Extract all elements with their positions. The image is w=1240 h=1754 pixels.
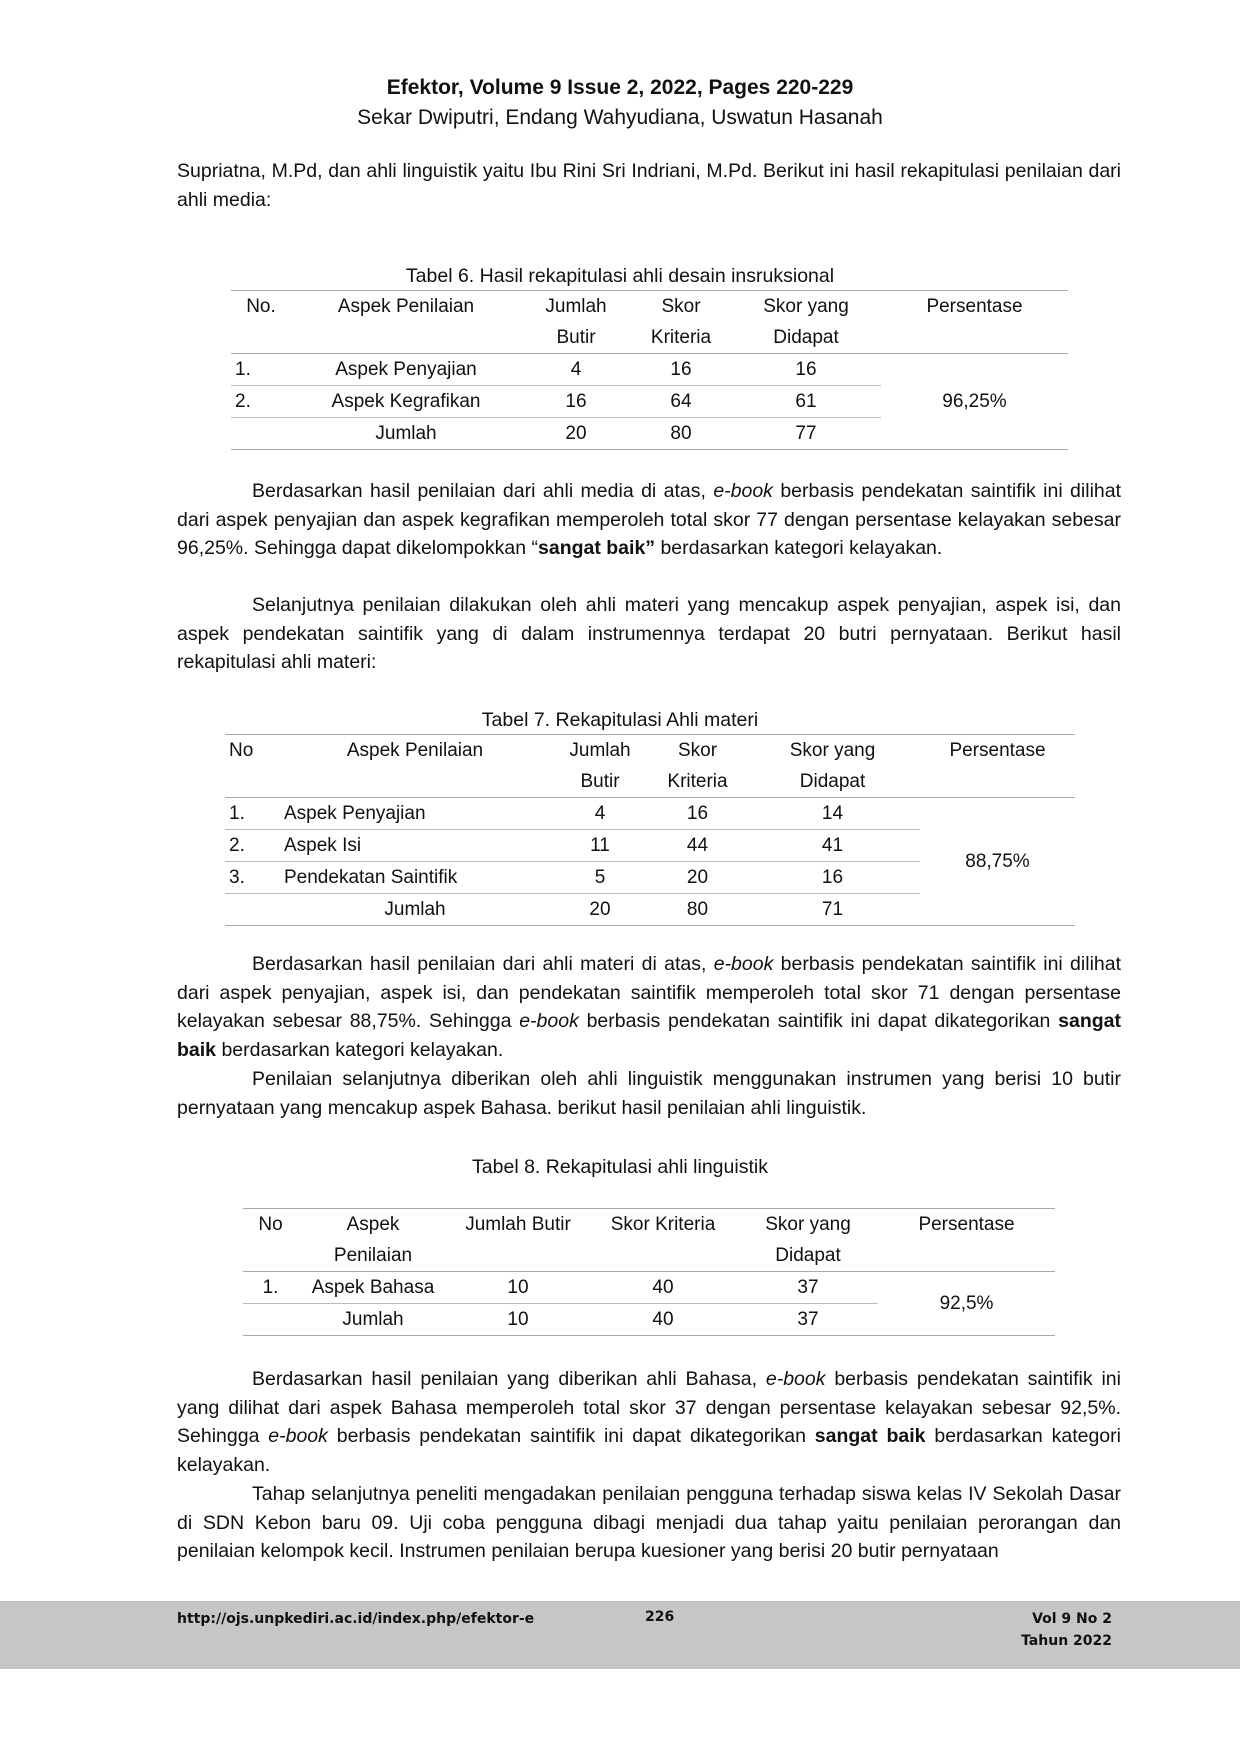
table8-total-didapat: 37 [738,1304,878,1336]
table7-cell-no: 1. [225,798,280,830]
table8-persentase: 92,5% [878,1272,1055,1336]
table6-header-butir: Butir [521,322,631,354]
page-footer [0,1601,1240,1669]
table8-cell-no: 1. [243,1272,298,1304]
table6-total-butir: 20 [521,418,631,450]
table6-cell-no: 2. [231,386,291,418]
table8 [243,1208,1055,1336]
text-span: berbasis pendekatan saintifik ini dapat dikategorikan [327,1425,815,1447]
table6-total-didapat: 77 [731,418,881,450]
journal-title: Efektor, Volume 9 Issue 2, 2022, Pages 220-229 [386,76,854,99]
table8-header-jumlah: Jumlah Butir [448,1209,588,1241]
table6-header-aspek: Aspek Penilaian [291,291,521,323]
table8-header-row-2 [243,1240,1055,1272]
table6-header-didapat: Skor yang [731,291,881,323]
table6-cell-didapat: 16 [731,354,881,386]
table7-total-butir: 20 [550,894,650,926]
paragraph-6 [177,1365,1121,1479]
table6-cell-no: 1. [231,354,291,386]
table6-cell-kriteria: 64 [631,386,731,418]
table-row [231,354,1068,386]
italic-term: e-book [519,1010,579,1032]
volume-info: Vol 9 No 2 [1032,1611,1112,1627]
italic-term: e-book [268,1425,328,1447]
table7-cell-kriteria: 44 [650,830,745,862]
table8-cell-kriteria: 40 [588,1272,738,1304]
italic-term: e-book [713,953,774,975]
table8-caption: Tabel 8. Rekapitulasi ahli linguistik [472,1156,768,1178]
italic-term: e-book [765,1368,826,1390]
journal-url[interactable]: http://ojs.unpkediri.ac.id/index.php/efektor-e [177,1611,535,1627]
bold-term: sangat baik” [538,537,656,559]
table7-cell-butir: 11 [550,830,650,862]
table7-cell-kriteria: 20 [650,862,745,894]
table8-total-label: Jumlah [298,1304,448,1336]
table7-header-didapat-2: Didapat [745,766,920,798]
table7-cell-aspek: Aspek Penyajian [280,798,550,830]
table6-total-kriteria: 80 [631,418,731,450]
table7-caption: Tabel 7. Rekapitulasi Ahli materi [481,709,759,731]
table6-header-kriteria: Kriteria [631,322,731,354]
table7-header-no: No [225,735,280,767]
paragraph-3: Selanjutnya penilaian dilakukan oleh ahli materi yang mencakup aspek penyajian, aspek isi, dan aspek pendekatan saintifik yang di dalam instrumennya terdapat 20 butri pernyataan. Berikut hasil rekapitulasi ahli materi: [177,594,1121,673]
paragraph-4 [177,950,1121,1064]
text-span: Berdasarkan hasil penilaian yang diberikan ahli Bahasa, [252,1368,766,1390]
bold-term: sangat baik [177,1010,1121,1061]
table8-header-row [243,1209,1055,1241]
table6-header-didapat-2: Didapat [731,322,881,354]
table7-cell-didapat: 14 [745,798,920,830]
table6-cell-aspek: Aspek Kegrafikan [291,386,521,418]
table6-total-label: Jumlah [291,418,521,450]
text-span: berdasarkan kategori kelayakan. [655,537,943,559]
table7-cell-didapat: 41 [745,830,920,862]
table7-total-didapat: 71 [745,894,920,926]
table6-header-row-2 [231,322,1068,354]
table6-header-persen: Persentase [881,291,1068,323]
table7-header-kriteria: Kriteria [650,766,745,798]
table7-persentase: 88,75% [920,798,1075,926]
table7-header-butir: Butir [550,766,650,798]
table7-header-row-2 [225,766,1075,798]
table7-cell-butir: 5 [550,862,650,894]
table-row [243,1272,1055,1304]
table8-header-didapat: Skor yang [738,1209,878,1241]
table7-header-jumlah: Jumlah [550,735,650,767]
paragraph-1: Supriatna, M.Pd, dan ahli linguistik yaitu Ibu Rini Sri Indriani, M.Pd. Berikut ini hasil rekapitulasi penilaian dari ahli media: [177,160,1121,211]
table6-persentase: 96,25% [881,354,1068,450]
year-info: Tahun 2022 [1021,1633,1112,1649]
table7-total-label: Jumlah [280,894,550,926]
table6-cell-didapat: 61 [731,386,881,418]
table7-header-persen: Persentase [920,735,1075,767]
table7-cell-didapat: 16 [745,862,920,894]
table6-cell-butir: 4 [521,354,631,386]
table8-header-no: No [243,1209,298,1241]
table8-header-didapat-2: Didapat [738,1240,878,1272]
table6 [231,290,1068,450]
table8-total-kriteria: 40 [588,1304,738,1336]
table-row [225,798,1075,830]
text-span: berdasarkan kategori kelayakan. [177,1425,1121,1476]
table8-header-persen: Persentase [878,1209,1055,1241]
text-span: berdasarkan kategori kelayakan. [216,1038,504,1061]
table7-cell-aspek: Aspek Isi [280,830,550,862]
table6-cell-butir: 16 [521,386,631,418]
table6-cell-kriteria: 16 [631,354,731,386]
text-span: berbasis pendekatan saintifik ini dilihat dari aspek penyajian dan aspek kegrafikan memperoleh total skor 77 dengan persentase kelayakan sebesar 96,25%. Sehingga dapat dikelompokkan “ [177,480,1122,559]
table6-header-row [231,291,1068,323]
table8-header-aspek: Aspek [298,1209,448,1241]
table7-header-skor: Skor [650,735,745,767]
text-span: berbasis pendekatan saintifik ini dilihat dari aspek penyajian, aspek isi, dan pendekatan saintifik memperoleh total skor 71 dengan persentase kelayakan sebesar 88,75%. Sehingga [177,953,1122,1032]
text-span: Berdasarkan hasil penilaian dari ahli materi di atas, [252,953,714,975]
table8-total-butir: 10 [448,1304,588,1336]
table7-cell-no: 3. [225,862,280,894]
table8-cell-butir: 10 [448,1272,588,1304]
table6-header-skor: Skor [631,291,731,323]
page-number: 226 [645,1609,675,1625]
author-list: Sekar Dwiputri, Endang Wahyudiana, Uswatun Hasanah [357,106,883,129]
table8-cell-aspek: Aspek Bahasa [298,1272,448,1304]
table6-caption: Tabel 6. Hasil rekapitulasi ahli desain insruksional [405,265,835,287]
table7-header-didapat: Skor yang [745,735,920,767]
table6-header-no: No. [231,291,291,323]
table7-cell-kriteria: 16 [650,798,745,830]
text-span: berbasis pendekatan saintifik ini yang dilihat dari aspek Bahasa memperoleh total skor 37 dengan persentase kelayakan sebesar 92,5%. Sehingga [177,1368,1121,1447]
paragraph-7: Tahap selanjutnya peneliti mengadakan penilaian pengguna terhadap siswa kelas IV Sekolah Dasar di SDN Kebon baru 09. Uji coba pengguna dibagi menjadi dua tahap yaitu penilaian perorangan dan penilaian kelompok kecil. Instrumen penilaian berupa kuesioner yang berisi 20 butir pernyataan [177,1483,1121,1562]
table7-cell-butir: 4 [550,798,650,830]
table8-cell-didapat: 37 [738,1272,878,1304]
table8-header-aspek-2: Penilaian [298,1240,448,1272]
text-span: berbasis pendekatan saintifik ini dapat dikategorikan [578,1010,1059,1032]
table7-header-aspek: Aspek Penilaian [280,735,550,767]
paragraph-5: Penilaian selanjutnya diberikan oleh ahli linguistik menggunakan instrumen yang berisi 10 butir pernyataan yang mencakup aspek Bahasa. berikut hasil penilaian ahli linguistik. [177,1068,1121,1119]
table7-cell-no: 2. [225,830,280,862]
table6-cell-aspek: Aspek Penyajian [291,354,521,386]
paragraph-2 [177,477,1121,563]
table7 [225,734,1075,926]
italic-term: e-book [713,480,773,502]
bold-term: sangat baik [814,1425,926,1447]
text-span: Berdasarkan hasil penilaian dari ahli media di atas, [252,480,714,502]
table6-header-jumlah: Jumlah [521,291,631,323]
table8-header-skor: Skor Kriteria [588,1209,738,1241]
table7-header-row [225,735,1075,767]
table7-total-kriteria: 80 [650,894,745,926]
table7-cell-aspek: Pendekatan Saintifik [280,862,550,894]
